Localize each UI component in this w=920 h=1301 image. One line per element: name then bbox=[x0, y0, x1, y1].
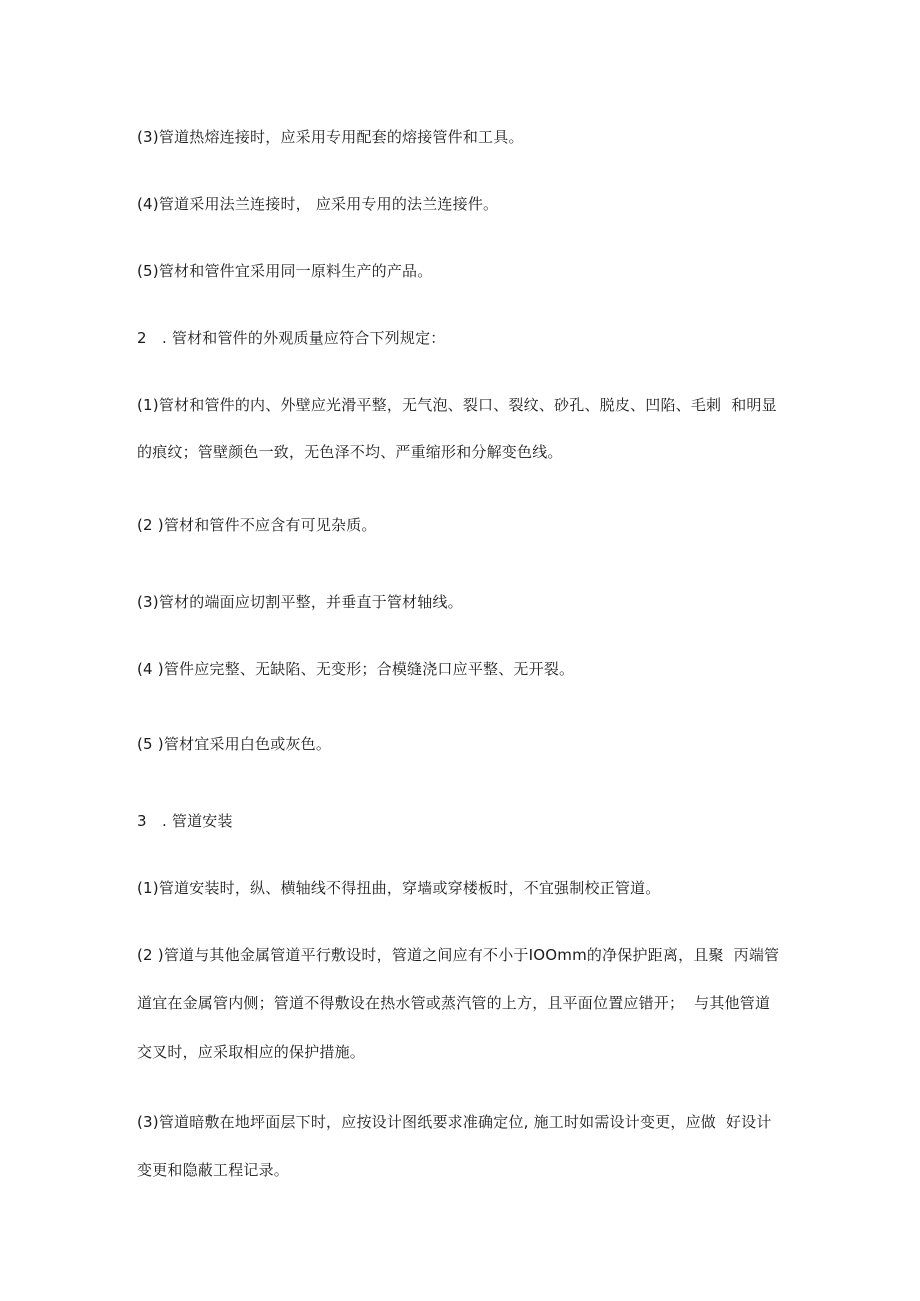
text-line: (1)管材和管件的内、外壁应光滑平整，无气泡、裂口、裂纹、砂孔、脱皮、凹陷、毛刺 和明显 bbox=[137, 396, 777, 414]
text-line: (1)管道安装时，纵、横轴线不得扭曲，穿墙或穿楼板时，不宜强制校正管道。 bbox=[137, 879, 661, 897]
section-heading: 2 . 管材和管件的外观质量应符合下列规定： bbox=[137, 329, 446, 347]
text-line: (5 )管材宜采用白色或灰色。 bbox=[137, 735, 332, 753]
text-line: (3)管道暗敷在地坪面层下时，应按设计图纸要求准确定位, 施工时如需设计变更，应做 好设计 bbox=[137, 1113, 772, 1131]
text-line: (5)管材和管件宜采用同一原料生产的产品。 bbox=[137, 262, 433, 280]
text-line: 交叉时，应采取相应的保护措施。 bbox=[137, 1043, 366, 1061]
text-line: (2 )管材和管件不应含有可见杂质。 bbox=[137, 516, 377, 534]
text-line: (3)管材的端面应切割平整，并垂直于管材轴线。 bbox=[137, 593, 463, 611]
text-line: (3)管道热熔连接时，应采用专用配套的熔接管件和工具。 bbox=[137, 128, 524, 146]
text-line: (4 )管件应完整、无缺陷、无变形；合模缝浇口应平整、无开裂。 bbox=[137, 660, 575, 678]
text-line: (2 )管道与其他金属管道平行敷设时，管道之间应有不小于IOOmm的净保护距离，且聚 丙端管 bbox=[137, 946, 780, 964]
section-heading: 3 . 管道安装 bbox=[137, 812, 233, 830]
text-line: 的痕纹；管壁颜色一致，无色泽不均、严重缩形和分解变色线。 bbox=[137, 443, 563, 461]
text-line: 道宜在金属管内侧；管道不得敷设在热水管或蒸汽管的上方，且平面位置应错开； 与其他管道 bbox=[137, 994, 771, 1012]
text-line: 变更和隐蔽工程记录。 bbox=[137, 1161, 290, 1179]
text-line: (4)管道采用法兰连接时， 应采用专用的法兰连接件。 bbox=[137, 195, 499, 213]
